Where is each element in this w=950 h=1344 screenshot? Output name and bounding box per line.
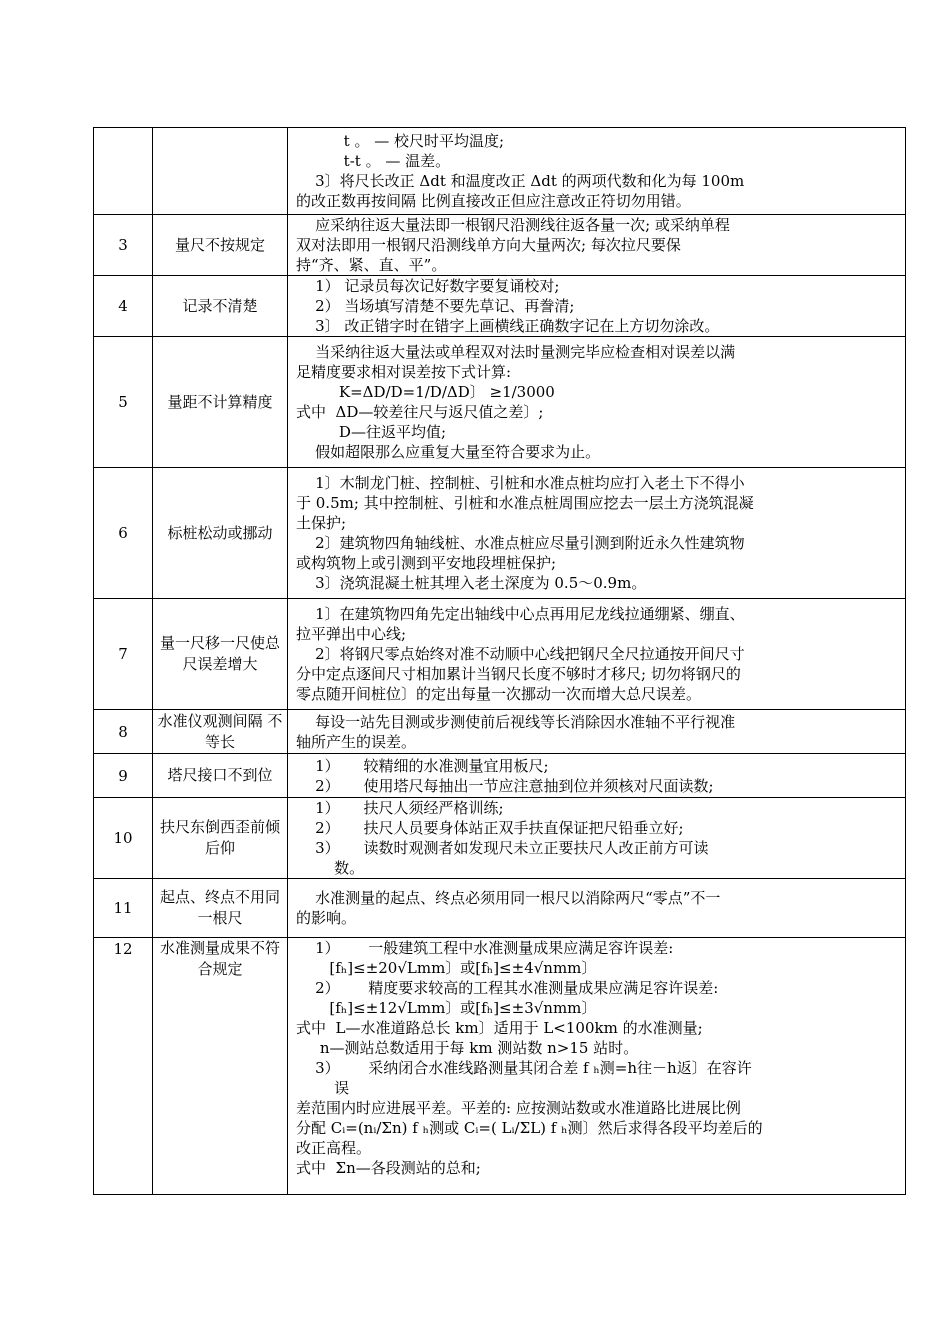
row-number: 11 — [94, 879, 153, 938]
prevention-cell — [288, 798, 906, 879]
row-number: 6 — [94, 468, 153, 599]
table-row — [94, 879, 906, 938]
issue-cell — [153, 599, 288, 710]
prevention-cell — [288, 276, 906, 337]
prevention-line: 3〕浇筑混凝土桩其埋入老土深度为 0.5～0.9m。 — [296, 574, 647, 592]
issue-label: 水准测量成果不符合规定 — [159, 939, 280, 978]
prevention-line: K=ΔD/D=1/D/ΔD〕 ≥1/3000 — [296, 383, 555, 401]
prevention-line: 的影响。 — [296, 909, 357, 927]
prevention-line: 2〕将钢尺零点始终对准不动顺中心线把钢尺全尺拉通按开间尺寸 — [296, 645, 745, 663]
measurement-issues-table — [93, 127, 906, 1195]
issue-label: 水准仪观测间隔 不等长 — [157, 711, 283, 751]
issue-label: 标桩松动或挪动 — [167, 523, 273, 542]
row-number: 8 — [94, 710, 153, 754]
table-row — [94, 710, 906, 754]
table-row — [94, 938, 906, 1195]
row-number: 7 — [94, 599, 153, 710]
row-number — [94, 128, 153, 215]
issue-label: 量距不计算精度 — [167, 392, 273, 411]
prevention-cell — [288, 599, 906, 710]
prevention-line: 2） 当场填写清楚不要先草记、再誊清; — [296, 297, 575, 315]
issue-label: 扶尺东倒西歪前倾后仰 — [159, 818, 280, 857]
prevention-line: 改正高程。 — [296, 1139, 372, 1157]
row-number: 3 — [94, 215, 153, 276]
prevention-line: 3） 采纳闭合水准线路测量其闭合差 f ₕ测=h往－h返〕在容许 — [296, 1059, 752, 1077]
prevention-cell — [288, 879, 906, 938]
table-body — [94, 128, 906, 1195]
issue-cell — [153, 468, 288, 599]
prevention-line: 差范围内时应进展平差。平差的: 应按测站数或水准道路比进展比例 — [296, 1099, 741, 1117]
issue-cell — [153, 710, 288, 754]
prevention-line: 分中定点逐间尺寸相加累计当钢尺长度不够时才移尺; 切勿将钢尺的 — [296, 665, 741, 683]
prevention-line: 2〕建筑物四角轴线桩、水准点桩应尽量引测到附近永久性建筑物 — [296, 534, 745, 552]
prevention-line: 当采纳往返大量法或单程双对法时量测完毕应检查相对误差以满 — [296, 343, 736, 361]
table-row — [94, 754, 906, 798]
prevention-line: 式中 L—水准道路总长 km〕适用于 L<100km 的水准测量; — [296, 1019, 703, 1037]
prevention-line: 1） 较精细的水准测量宜用板尺; — [296, 756, 549, 775]
table-row — [94, 128, 906, 215]
table-row — [94, 798, 906, 879]
prevention-line: 1〕木制龙门桩、控制桩、引桩和水准点桩均应打入老土下不得小 — [296, 474, 745, 492]
prevention-line: 或构筑物上或引测到平安地段埋桩保护; — [296, 554, 557, 572]
prevention-line: 于 0.5m; 其中控制桩、引桩和水准点桩周围应挖去一层土方浇筑混凝 — [296, 494, 754, 512]
prevention-line: 3〕 改正错字时在错字上画横线正确数字记在上方切勿涂改。 — [296, 317, 720, 335]
table-row — [94, 276, 906, 337]
prevention-line: [fₕ]≤±20√Lmm〕或[fₕ]≤±4√nmm〕 — [296, 959, 597, 977]
issue-cell — [153, 754, 288, 798]
issue-cell — [153, 938, 288, 1195]
prevention-line: 足精度要求相对误差按下式计算: — [296, 363, 512, 381]
issue-label: 起点、终点不用同一根尺 — [159, 888, 280, 927]
prevention-line: t-t 。 — 温差。 — [296, 152, 451, 170]
row-number: 9 — [94, 754, 153, 798]
row-number: 12 — [94, 938, 153, 1195]
prevention-line: 的改正数再按间隔 比例直接改正但应注意改正符切勿用错。 — [296, 192, 691, 210]
prevention-line: 假如超限那么应重复大量至符合要求为止。 — [296, 443, 601, 461]
issue-cell — [153, 128, 288, 215]
prevention-line: 土保护; — [296, 514, 347, 532]
prevention-line: 水准测量的起点、终点必须用同一根尺以消除两尺“零点”不一 — [296, 889, 721, 907]
prevention-line: 1） 一般建筑工程中水准测量成果应满足容许误差: — [296, 939, 674, 957]
prevention-line: 1） 记录员每次记好数字要复诵校对; — [296, 277, 560, 295]
prevention-line: n—测站总数适用于每 km 测站数 n>15 站时。 — [296, 1039, 639, 1057]
table-row — [94, 337, 906, 468]
prevention-cell — [288, 710, 906, 754]
prevention-cell — [288, 754, 906, 798]
prevention-line: 双对法即用一根钢尺沿测线单方向大量两次; 每次拉尺要保 — [296, 236, 681, 254]
issue-label: 塔尺接口不到位 — [167, 766, 273, 784]
issue-label: 量一尺移一尺使总尺误差增大 — [159, 634, 280, 673]
prevention-line: 分配 Cᵢ=(nᵢ/Σn) f ₕ测或 Cᵢ=( Lᵢ/ΣL) f ₕ测〕然后求得各段平均差后的 — [296, 1119, 763, 1137]
prevention-line: 误 — [296, 1079, 350, 1097]
prevention-line: 1〕在建筑物四角先定出轴线中心点再用尼龙线拉通绷紧、绷直、 — [296, 605, 745, 623]
prevention-line: 数。 — [296, 859, 365, 877]
prevention-line: 应采纳往返大量法即一根钢尺沿测线往返各量一次; 或采纳单程 — [296, 216, 730, 234]
issue-cell — [153, 879, 288, 938]
prevention-line: 2） 扶尺人员要身体站正双手扶直保证把尺铅垂立好; — [296, 819, 684, 837]
issue-label: 记录不清楚 — [182, 296, 258, 315]
row-number: 10 — [94, 798, 153, 879]
issue-label: 量尺不按规定 — [174, 235, 265, 254]
issue-cell — [153, 337, 288, 468]
prevention-line: 3） 读数时观测者如发现尺未立正要扶尺人改正前方可读 — [296, 839, 709, 857]
table-row — [94, 468, 906, 599]
prevention-line: 轴所产生的误差。 — [296, 732, 417, 751]
prevention-line: 3〕将尺长改正 Δdt 和温度改正 Δdt 的两项代数和化为每 100m — [296, 172, 745, 190]
prevention-line: 每设一站先目测或步测使前后视线等长消除因水准轴不平行视准 — [296, 712, 736, 731]
prevention-cell — [288, 337, 906, 468]
table-row — [94, 215, 906, 276]
prevention-line: 式中 ΔD—较差往尺与返尺值之差〕; — [296, 403, 544, 421]
prevention-line: D—往返平均值; — [296, 423, 446, 441]
prevention-cell — [288, 468, 906, 599]
prevention-line: 持“齐、紧、直、平”。 — [296, 256, 447, 274]
prevention-cell — [288, 215, 906, 276]
issue-cell — [153, 215, 288, 276]
table-row — [94, 599, 906, 710]
prevention-line: 零点随开间桩位〕的定出每量一次挪动一次而增大总尺误差。 — [296, 685, 702, 703]
prevention-cell — [288, 128, 906, 215]
prevention-line: 2） 精度要求较高的工程其水准测量成果应满足容许误差: — [296, 979, 719, 997]
row-number: 4 — [94, 276, 153, 337]
row-number: 5 — [94, 337, 153, 468]
issue-cell — [153, 798, 288, 879]
issue-cell — [153, 276, 288, 337]
prevention-line: 拉平弹出中心线; — [296, 625, 407, 643]
prevention-line: t 。 — 校尺时平均温度; — [296, 132, 505, 150]
prevention-line: 2） 使用塔尺每抽出一节应注意抽到位并须核对尺面读数; — [296, 776, 714, 795]
prevention-line: 式中 Σn—各段测站的总和; — [296, 1159, 481, 1177]
prevention-cell — [288, 938, 906, 1195]
prevention-line: 1） 扶尺人须经严格训练; — [296, 799, 504, 817]
prevention-line: [fₕ]≤±12√Lmm〕或[fₕ]≤±3√nmm〕 — [296, 999, 597, 1017]
